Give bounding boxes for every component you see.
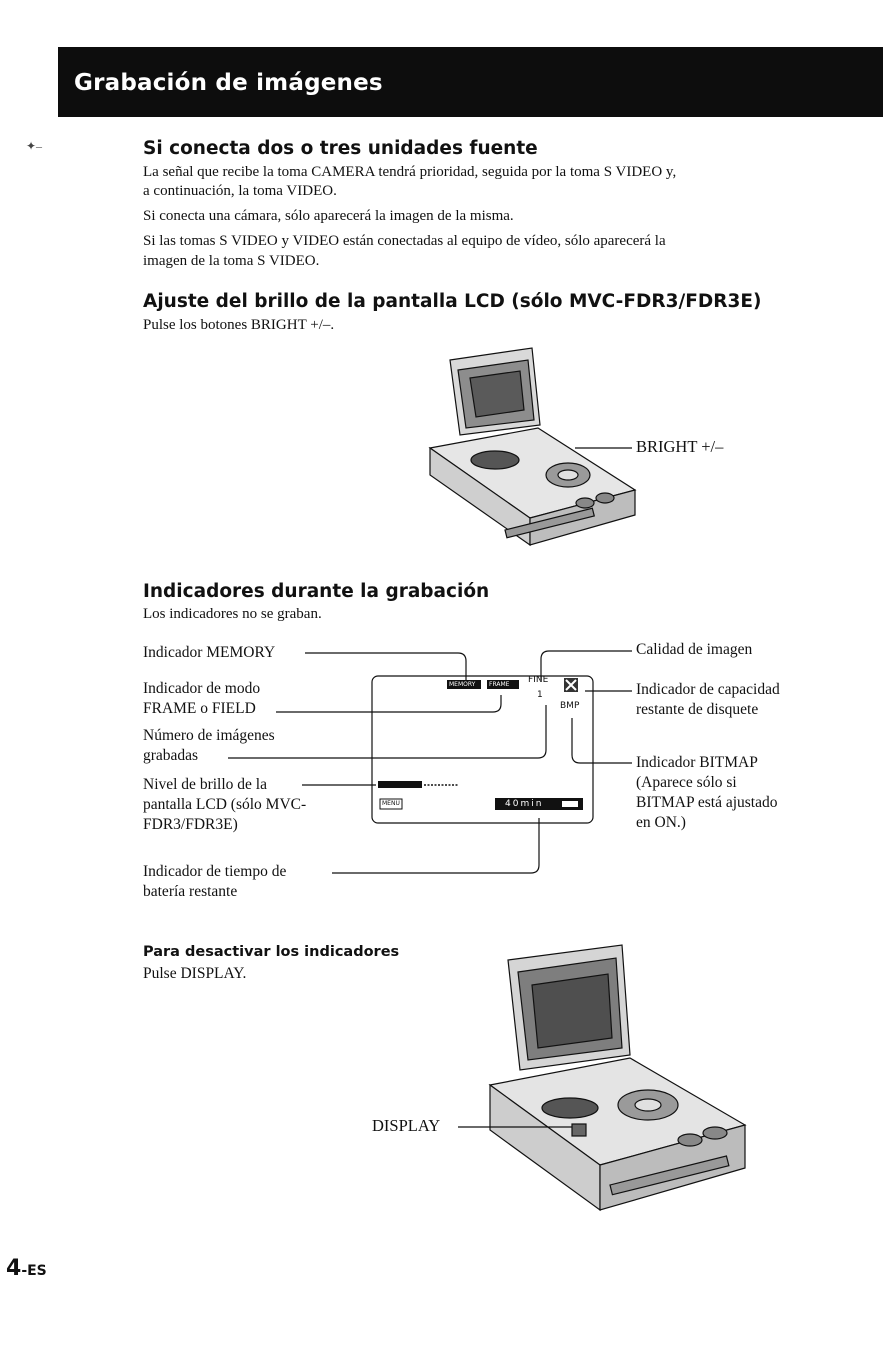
label-bright-3: FDR3/FDR3E) [143, 816, 238, 833]
label-bright-2: pantalla LCD (sólo MVC- [143, 796, 307, 813]
bright-callout: BRIGHT +/– [636, 437, 724, 456]
indicators-text: Los indicadores no se graban. [143, 606, 322, 622]
label-battery-1: Indicador de tiempo de [143, 863, 287, 880]
heading-display-off: Para desactivar los indicadores [143, 944, 400, 960]
display-callout: DISPLAY [372, 1116, 441, 1135]
label-bitmap-2: (Aparece sólo si [636, 774, 737, 791]
margin-mark: ✦– [26, 139, 43, 153]
label-bitmap-1: Indicador BITMAP [636, 754, 758, 771]
screen-battery: 40min [505, 799, 544, 809]
screen-memory: MEMORY [449, 681, 476, 688]
label-bright-1: Nivel de brillo de la [143, 776, 267, 793]
screen-bmp: BMP [560, 701, 580, 711]
label-battery-2: batería restante [143, 883, 238, 900]
brightness-text: Pulse los botones BRIGHT +/–. [143, 317, 335, 333]
label-mode-1: Indicador de modo [143, 680, 261, 697]
label-bitmap-3: BITMAP está ajustado [636, 794, 778, 811]
page-number-suffix: -ES [21, 1263, 47, 1279]
heading-brightness: Ajuste del brillo de la pantalla LCD (sólo MVC-FDR3/FDR3E) [143, 291, 762, 312]
sources-line-3: Si conecta una cámara, sólo aparecerá la imagen de la misma. [143, 208, 514, 224]
screen-count: 1 [537, 690, 543, 700]
sources-line-4: Si las tomas S VIDEO y VIDEO están conectadas al equipo de vídeo, sólo aparecerá la [143, 233, 666, 249]
label-capacity-2: restante de disquete [636, 701, 759, 718]
label-bitmap-4: en ON.) [636, 814, 686, 831]
screen-fine: FINE [528, 675, 549, 685]
label-count-1: Número de imágenes [143, 727, 275, 744]
sources-line-5: imagen de la toma S VIDEO. [143, 253, 320, 269]
label-count-2: grabadas [143, 747, 199, 764]
display-off-text: Pulse DISPLAY. [143, 965, 247, 982]
label-quality: Calidad de imagen [636, 641, 753, 658]
sources-line-2: a continuación, la toma VIDEO. [143, 183, 337, 199]
page-number-value: 4 [6, 1256, 22, 1281]
page-title: Grabación de imágenes [74, 70, 383, 96]
heading-indicators: Indicadores durante la grabación [143, 581, 490, 602]
screen-frame-label: FRAME [489, 681, 510, 688]
heading-sources: Si conecta dos o tres unidades fuente [143, 138, 538, 159]
sources-line-1: La señal que recibe la toma CAMERA tendrá prioridad, seguida por la toma S VIDEO y, [143, 164, 677, 180]
label-capacity-1: Indicador de capacidad [636, 681, 780, 698]
page-number [6, 1256, 47, 1281]
label-memory: Indicador MEMORY [143, 644, 276, 661]
label-mode-2: FRAME o FIELD [143, 700, 256, 717]
screen-menu: MENU [382, 800, 400, 807]
